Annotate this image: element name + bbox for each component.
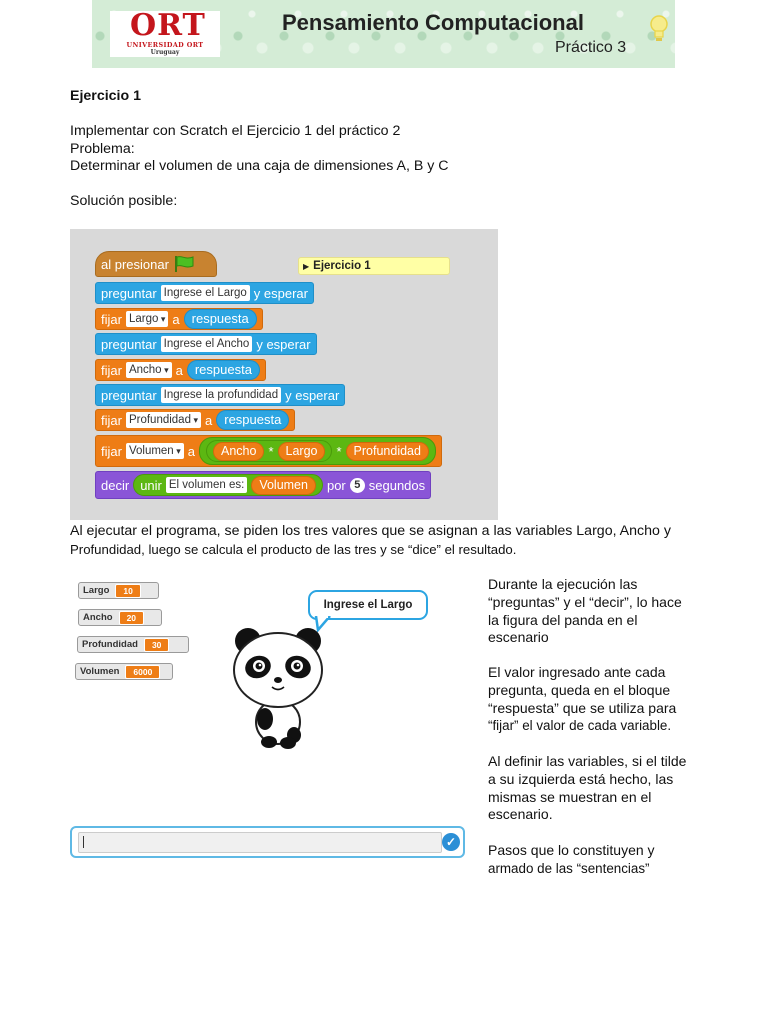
comment-arrow-icon: ▶ <box>303 261 310 271</box>
block-cmd: preguntar <box>101 336 157 352</box>
exercise-line-2: Problema: <box>70 141 135 157</box>
answer-reporter: respuesta <box>184 309 257 329</box>
logo-country: Uruguay <box>150 49 180 56</box>
block-cmd: fijar <box>101 443 122 459</box>
block-tail: y esperar <box>285 387 340 403</box>
monitor-value: 10 <box>115 584 140 598</box>
block-cmd: preguntar <box>101 285 157 301</box>
monitor-name: Largo <box>83 585 110 596</box>
monitor-value: 30 <box>144 638 169 652</box>
monitor-value: 20 <box>119 611 144 625</box>
block-tail: y esperar <box>253 285 308 301</box>
monitor-profundidad <box>77 636 189 653</box>
join-operator <box>133 474 323 496</box>
check-icon[interactable]: ✓ <box>442 833 460 851</box>
note-line: escenario <box>488 629 549 646</box>
note-line: pregunta, queda en el bloque <box>488 681 671 698</box>
practice-subtitle: Práctico 3 <box>555 39 627 56</box>
block-input: Ingrese la profundidad <box>161 387 281 403</box>
logo-university: UNIVERSIDAD ORT <box>126 41 204 49</box>
set-profundidad-block <box>95 409 295 431</box>
side-note-3 <box>488 753 698 824</box>
seconds-input: 5 <box>350 478 365 493</box>
answer-reporter: respuesta <box>216 410 289 430</box>
say-block <box>95 471 431 499</box>
course-title: Pensamiento Computacional <box>282 10 584 35</box>
header-banner <box>92 0 675 68</box>
exercise-line-3: Determinar el volumen de una caja de dimensiones A, B y C <box>70 158 449 174</box>
side-note-4 <box>488 842 698 878</box>
multiply-operator-inner <box>206 440 333 462</box>
block-tail: segundos <box>368 477 426 493</box>
exercise-line-1: Implementar con Scratch el Ejercicio 1 del práctico 2 <box>70 123 401 139</box>
block-input: Ingrese el Ancho <box>161 336 253 352</box>
note-line: “respuesta” que se utiliza para <box>488 699 677 716</box>
note-line: la figura del panda en el <box>488 611 638 628</box>
block-cmd: fijar <box>101 362 122 378</box>
answer-input-box[interactable] <box>70 826 465 858</box>
operator-symbol: * <box>268 443 274 459</box>
block-a: a <box>172 311 180 327</box>
ort-logo <box>110 8 220 57</box>
monitor-name: Ancho <box>83 612 113 623</box>
note-line: “preguntas” y el “decir”, lo hace <box>488 593 682 610</box>
multiply-operator-outer <box>199 437 436 465</box>
ask-ancho-block <box>95 333 317 355</box>
note-line: “fijar” el valor de cada variable. <box>488 718 672 734</box>
when-flag-clicked-block <box>95 251 217 277</box>
answer-reporter: respuesta <box>187 360 260 380</box>
note-line: escenario. <box>488 806 553 823</box>
comment-text: Ejercicio 1 <box>313 260 371 272</box>
logo-text: ORT <box>130 8 206 43</box>
monitor-volumen <box>75 663 173 680</box>
largo-reporter: Largo <box>278 442 326 461</box>
set-largo-block <box>95 308 263 330</box>
block-input: Ingrese el Largo <box>161 285 250 301</box>
block-a: a <box>187 443 195 459</box>
set-volumen-block <box>95 435 442 467</box>
explanation-line-2: Profundidad, luego se calcula el producto de las tres y se “dice” el resultado. <box>70 542 517 557</box>
monitor-name: Volumen <box>80 666 120 677</box>
note-line: a su izquierda está hecho, las <box>488 770 674 787</box>
operator-symbol: * <box>336 443 342 459</box>
answer-input[interactable] <box>78 832 442 853</box>
monitor-ancho <box>78 609 162 626</box>
script-comment <box>298 257 450 275</box>
exercise-heading: Ejercicio 1 <box>70 88 141 104</box>
note-line: armado de las “sentencias” <box>488 860 650 876</box>
ask-largo-block <box>95 282 314 304</box>
monitor-largo <box>78 582 159 599</box>
note-line: Durante la ejecución las <box>488 576 638 592</box>
block-cmd: fijar <box>101 412 122 428</box>
variable-dropdown: Ancho ▾ <box>126 362 172 378</box>
block-tail: y esperar <box>256 336 311 352</box>
solution-label: Solución posible: <box>70 193 178 209</box>
block-cmd: preguntar <box>101 387 157 403</box>
ask-profundidad-block <box>95 384 345 406</box>
scratch-script <box>70 229 498 520</box>
note-line: Pasos que lo constituyen y <box>488 842 655 858</box>
volumen-reporter: Volumen <box>251 476 316 495</box>
speech-bubble: Ingrese el Largo <box>308 590 428 620</box>
note-line: Al definir las variables, si el tilde <box>488 753 687 769</box>
block-cmd: fijar <box>101 311 122 327</box>
text-caret <box>83 836 84 848</box>
explanation-line-1: Al ejecutar el programa, se piden los tres valores que se asignan a las variables Largo, Ancho y <box>70 523 671 539</box>
hat-label: al presionar <box>101 256 169 272</box>
lightbulb-icon <box>649 14 669 44</box>
side-note-2 <box>488 664 698 735</box>
ancho-reporter: Ancho <box>213 442 264 461</box>
join-label: unir <box>140 477 162 493</box>
monitor-name: Profundidad <box>82 639 138 650</box>
note-line: mismas se muestran en el <box>488 788 652 805</box>
side-note-1 <box>488 576 698 647</box>
set-ancho-block <box>95 359 266 381</box>
variable-dropdown: Volumen ▾ <box>126 443 184 459</box>
green-flag-icon <box>173 255 195 273</box>
monitor-value: 6000 <box>125 665 160 679</box>
variable-dropdown: Profundidad ▾ <box>126 412 201 428</box>
note-line: El valor ingresado ante cada <box>488 664 666 680</box>
join-input: El volumen es: <box>166 477 247 493</box>
block-a: a <box>175 362 183 378</box>
variable-dropdown: Largo ▾ <box>126 311 168 327</box>
block-a: a <box>205 412 213 428</box>
profundidad-reporter: Profundidad <box>346 442 429 461</box>
panda-sprite-icon <box>228 625 328 750</box>
block-cmd: decir <box>101 477 130 493</box>
block-por: por <box>326 477 346 493</box>
